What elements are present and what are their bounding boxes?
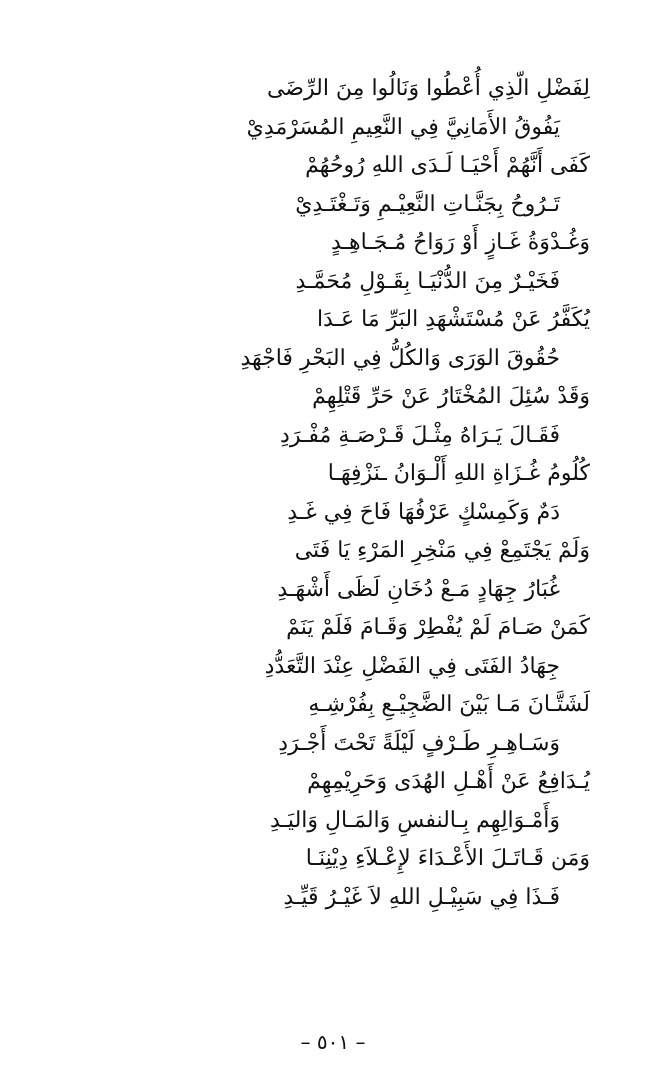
poem-line: كُلُومُ غُـزَاةِ اللهِ أَلْـوَانُ ـنَزْفِهَـا [327,461,590,486]
poem-line: وَلَمْ يَجْتَمِعْ فِي مَنْخِرِ المَرْءِ يَا فَتَى [294,538,590,563]
poem-line: يُكَفَّرُ عَنْ مُسْتَشْهَدِ البَرِّ مَا عَـدَا [316,307,590,332]
poem-line: فَقَـالَ يَـرَاهُ مِثْـلَ قَـرْصَـةِ مُفْـرَدِ [280,422,560,448]
poem-line: وَغُـدْوَةُ غَـازٍ أَوْ رَوَاحُ مُـجَـاهِـدٍ [331,230,590,255]
poem-line: يُـدَافِعُ عَنْ أَهْـلِ الهُدَى وَحَرِيْمِهِمْ [307,769,590,794]
poem-line: حُقُوقَ الوَرَى وَالكُلُّ فِي البَحْرِ فَاجْهَدِ [240,345,560,371]
poem-line: وَسَـاهِـرِ طَـرْفٍ لَيْلَةً تَحْتَ أَجْـرَدِ [278,730,560,756]
poem-line: وَقَدْ سُئِلَ المُخْتَارُ عَنْ حَرِّ قَتْلِهِمْ [312,384,590,409]
poem-line: فَخَيْـرٌ مِنَ الدُّنْيَـا بِقَـوْلِ مُحَمَّـدِ [295,268,560,294]
poem-line: كَمَنْ صَـامَ لَمْ يُفْطِرْ وَقَـامَ فَلَمْ يَنَمْ [286,615,590,640]
poem-line: يَفُوقُ الأَمَانِيَّ فِي النَّعِيمِ المُسَرْمَدِيْ [246,114,560,140]
poem-line: جِهَادُ الفَتَى فِي الفَضْلِ عِنْدَ التَّعَدُّدِ [264,653,560,679]
poem-line: وَأَمْـوَالِهِم بِـالنفسِ وَالمَـالِ وَاليَـدِ [269,807,560,833]
page-number: – ٥٠١ – [300,1030,366,1054]
poem-line: لَشَتَّـانَ مَـا بَيْنَ الضَّجِيْـعِ بِفُرْشِـهِ [308,692,590,717]
poem-line: فَـذَا فِي سَبِيْـلِ اللهِ لاَ غَيْـرُ قَيِّـدِ [283,884,560,910]
poem-line: وَمَن قَـاتَـلَ الأَعْـدَاءَ لإِعْـلاَءِ دِيْنِنَـا [305,846,590,871]
poem-line: لِفَضْلِ الّذِي أُعْطُوا وَنَالُوا مِنَ الرِّضَى [266,76,590,101]
poem-block [70,70,590,917]
poem-line: تَـرُوحُ بِجَنَّـاتِ النَّعِيْـمِ وَتَـغْتَـدِيْ [295,191,560,217]
poem-line: دَمٌ وَكَمِسْكٍ عَرْفُهَا فَاحَ فِي غَـدِ [287,499,560,525]
poem-line: غُبَارُ جِهَادٍ مَـعْ دُخَانِ لَظَى أَشْهَـدِ [277,576,560,602]
poem-line: كَفَى أَنَّهُمْ أَحْيَـا لَـدَى اللهِ رُوحُهُمْ [305,153,590,178]
